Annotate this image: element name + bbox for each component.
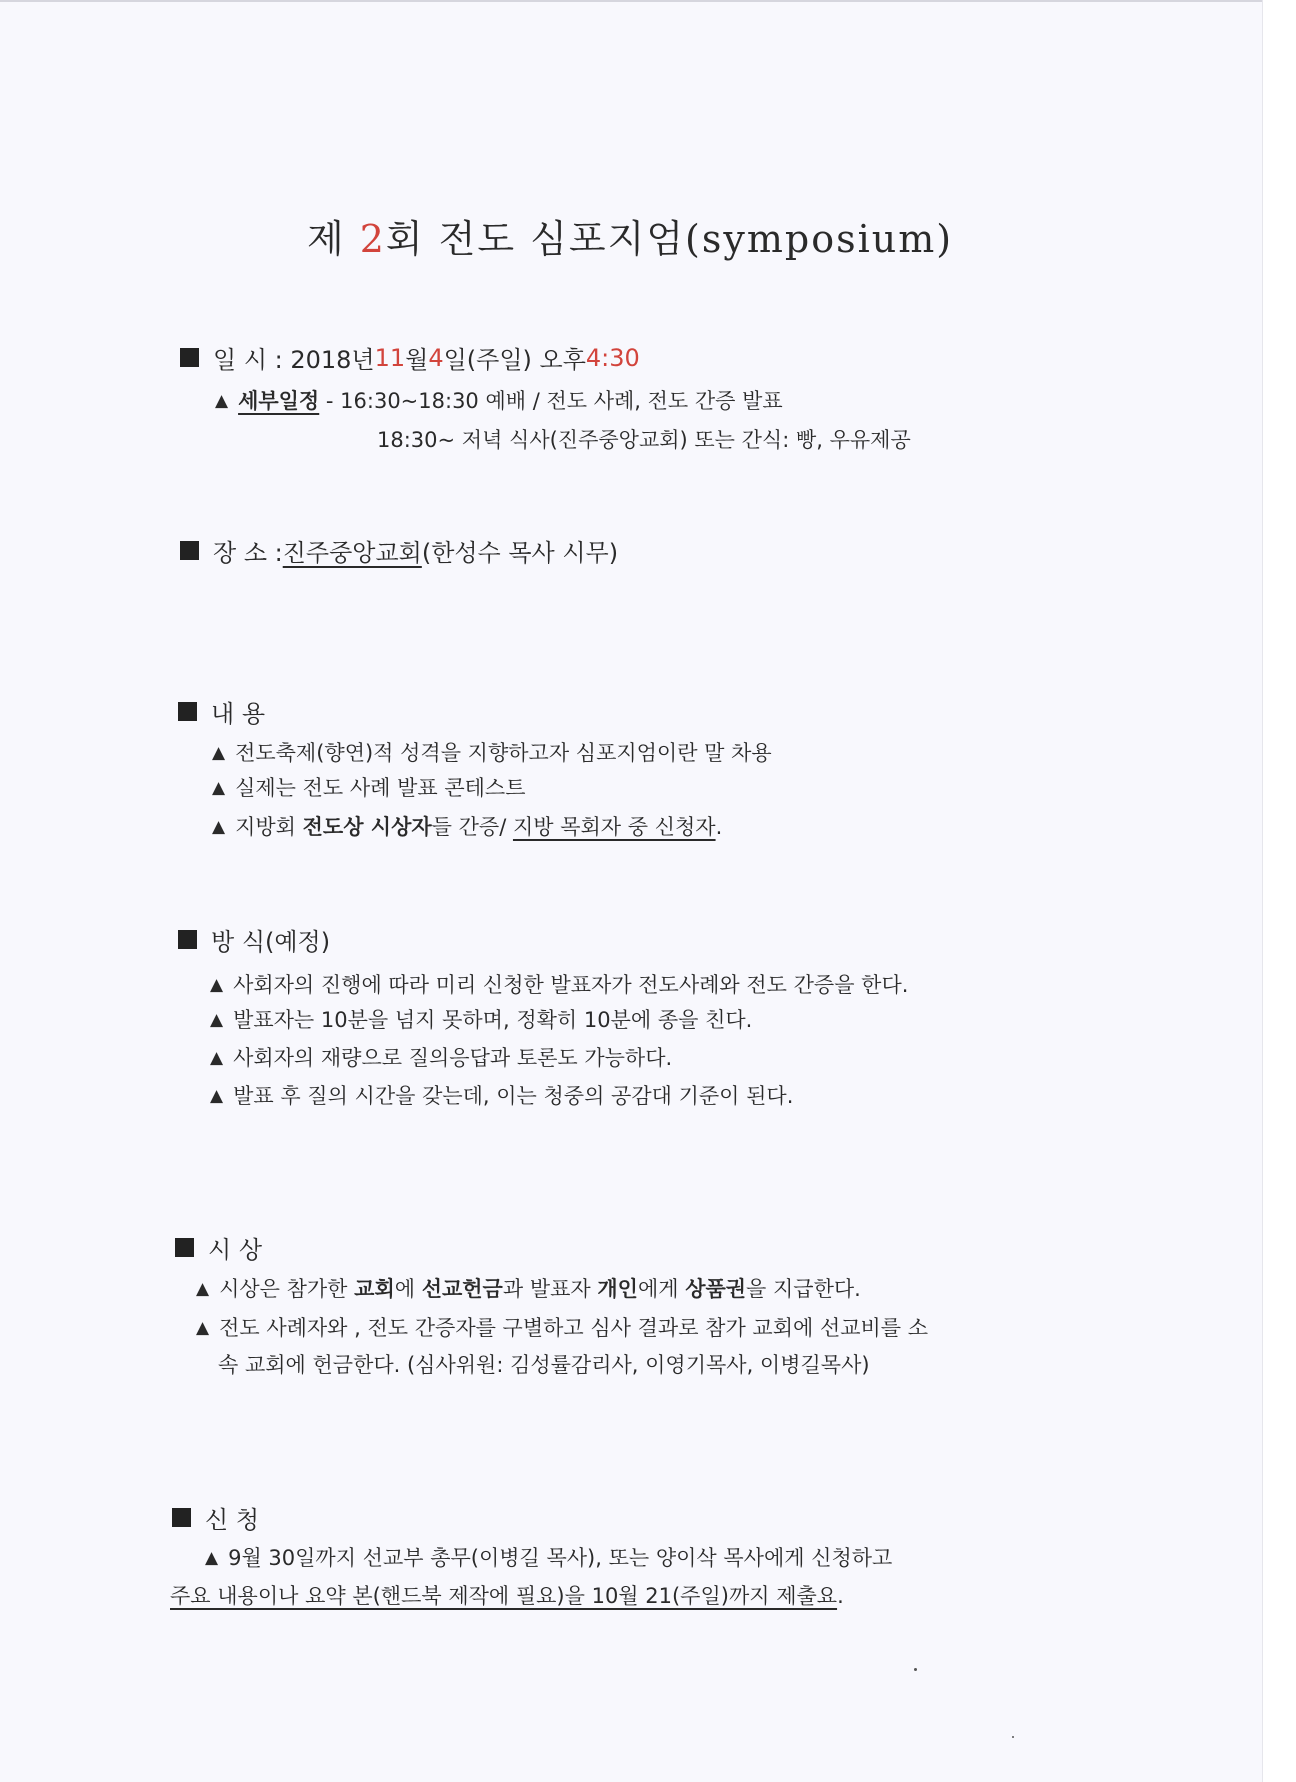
award-item-bold: 개인 — [597, 1277, 638, 1301]
section-method-heading — [178, 922, 330, 957]
content-item-text: 들 간증/ — [431, 815, 513, 839]
place-name: 진주중앙교회 — [282, 539, 422, 567]
title-text: 회 전도 심포지엄(symposium) — [385, 217, 954, 261]
triangle-bullet-icon: ▲ — [196, 1279, 210, 1299]
place-detail: (한성수 목사 시무) — [421, 539, 619, 567]
schedule-label: 세부일정 — [238, 389, 320, 413]
award-item-text: 에 — [394, 1277, 422, 1301]
method-item-2 — [210, 1005, 752, 1037]
method-item-1 — [210, 970, 908, 1002]
apply-label: 신 청 — [205, 1506, 259, 1534]
content-item-2 — [212, 773, 526, 805]
section-content-heading — [178, 694, 265, 729]
datetime-text: 월 — [405, 346, 429, 374]
award-item-text: 과 발표자 — [502, 1277, 598, 1301]
content-item-underlined: 지방 목회자 중 신청자 — [512, 815, 716, 839]
datetime-time: 4:30 — [585, 343, 640, 372]
datetime-label: 일 시 : 2018년 — [213, 346, 375, 374]
filled-square-icon — [178, 702, 197, 721]
apply-line-end: . — [837, 1584, 844, 1608]
filled-square-icon — [175, 1238, 194, 1257]
scan-speck — [914, 1668, 917, 1671]
content-item-1 — [212, 738, 772, 770]
apply-line-2 — [170, 1581, 844, 1611]
filled-square-icon — [180, 541, 199, 560]
triangle-bullet-icon: ▲ — [212, 743, 226, 763]
method-item-4 — [210, 1081, 793, 1113]
triangle-bullet-icon: ▲ — [210, 1048, 224, 1068]
content-item-text: 지방회 — [235, 815, 303, 839]
title-prefix: 제 — [306, 217, 360, 261]
apply-line-underlined: 주요 내용이나 요약 본(핸드북 제작에 필요)을 10월 21(주일)까지 제출요 — [170, 1584, 838, 1608]
filled-square-icon — [180, 348, 199, 367]
award-item-bold: 상품권 — [685, 1277, 747, 1301]
award-item-bold: 선교헌금 — [421, 1277, 503, 1301]
content-item-bold: 전도상 시상자 — [302, 815, 432, 839]
method-label: 방 식(예정) — [211, 928, 331, 956]
triangle-bullet-icon: ▲ — [210, 1086, 224, 1106]
section-datetime-heading — [180, 340, 640, 375]
section-apply-heading — [172, 1500, 259, 1535]
award-item-text: 전도 사례자와 , 전도 간증자를 구별하고 심사 결과로 참가 교회에 선교비를 소 — [219, 1316, 929, 1340]
datetime-month: 11 — [374, 343, 406, 372]
method-item-text: 발표 후 질의 시간을 갖는데, 이는 청중의 공감대 기준이 된다. — [233, 1084, 794, 1108]
title-number: 2 — [359, 217, 386, 261]
triangle-bullet-icon: ▲ — [196, 1318, 210, 1338]
method-item-3 — [210, 1043, 672, 1075]
award-item-bold: 교회 — [354, 1277, 395, 1301]
apply-item-text: 9월 30일까지 선교부 총무(이병길 목사), 또는 양이삭 목사에게 신청하고 — [228, 1546, 893, 1570]
award-item-2-continued: 속 교회에 헌금한다. (심사위원: 김성률감리사, 이영기목사, 이병길목사) — [218, 1353, 870, 1377]
method-item-text: 사회자의 진행에 따라 미리 신청한 발표자가 전도사례와 전도 간증을 한다. — [233, 973, 909, 997]
content-item-text: 실제는 전도 사례 발표 콘테스트 — [235, 776, 526, 800]
triangle-bullet-icon: ▲ — [210, 975, 224, 995]
award-item-text: 에게 — [637, 1277, 686, 1301]
method-item-text: 사회자의 재량으로 질의응답과 토론도 가능하다. — [233, 1046, 673, 1070]
award-item-1 — [196, 1274, 861, 1306]
award-label: 시 상 — [208, 1236, 262, 1264]
award-item-text: 을 지급한다. — [746, 1277, 861, 1301]
content-item-text: 전도축제(향연)적 성격을 지향하고자 심포지엄이란 말 차용 — [235, 741, 772, 765]
datetime-day: 4 — [428, 343, 444, 372]
content-item-text: . — [715, 815, 723, 839]
document-title — [0, 208, 1260, 263]
award-item-text: 시상은 참가한 — [219, 1277, 355, 1301]
triangle-bullet-icon: ▲ — [212, 817, 226, 837]
scan-speck — [1012, 1736, 1014, 1738]
award-item-2 — [196, 1313, 928, 1345]
triangle-bullet-icon: ▲ — [205, 1548, 219, 1568]
schedule-line-1 — [215, 386, 783, 418]
datetime-text: 일(주일) 오후 — [443, 346, 586, 374]
content-item-3 — [212, 812, 722, 844]
filled-square-icon — [172, 1508, 191, 1527]
content-label: 내 용 — [211, 700, 265, 728]
triangle-bullet-icon: ▲ — [215, 391, 229, 411]
schedule-text: - 16:30~18:30 예배 / 전도 사례, 전도 간증 발표 — [319, 389, 783, 413]
section-place-heading — [180, 533, 618, 568]
section-award-heading — [175, 1230, 262, 1265]
apply-item-1 — [205, 1543, 892, 1575]
scan-edge-right — [1262, 0, 1296, 1782]
filled-square-icon — [178, 930, 197, 949]
schedule-line-2: 18:30~ 저녁 식사(진주중앙교회) 또는 간식: 빵, 우유제공 — [377, 428, 911, 452]
scan-edge — [0, 0, 1296, 2]
place-label: 장 소 : — [213, 539, 283, 567]
method-item-text: 발표자는 10분을 넘지 못하며, 정확히 10분에 종을 친다. — [233, 1008, 753, 1032]
triangle-bullet-icon: ▲ — [210, 1010, 224, 1030]
triangle-bullet-icon: ▲ — [212, 778, 226, 798]
